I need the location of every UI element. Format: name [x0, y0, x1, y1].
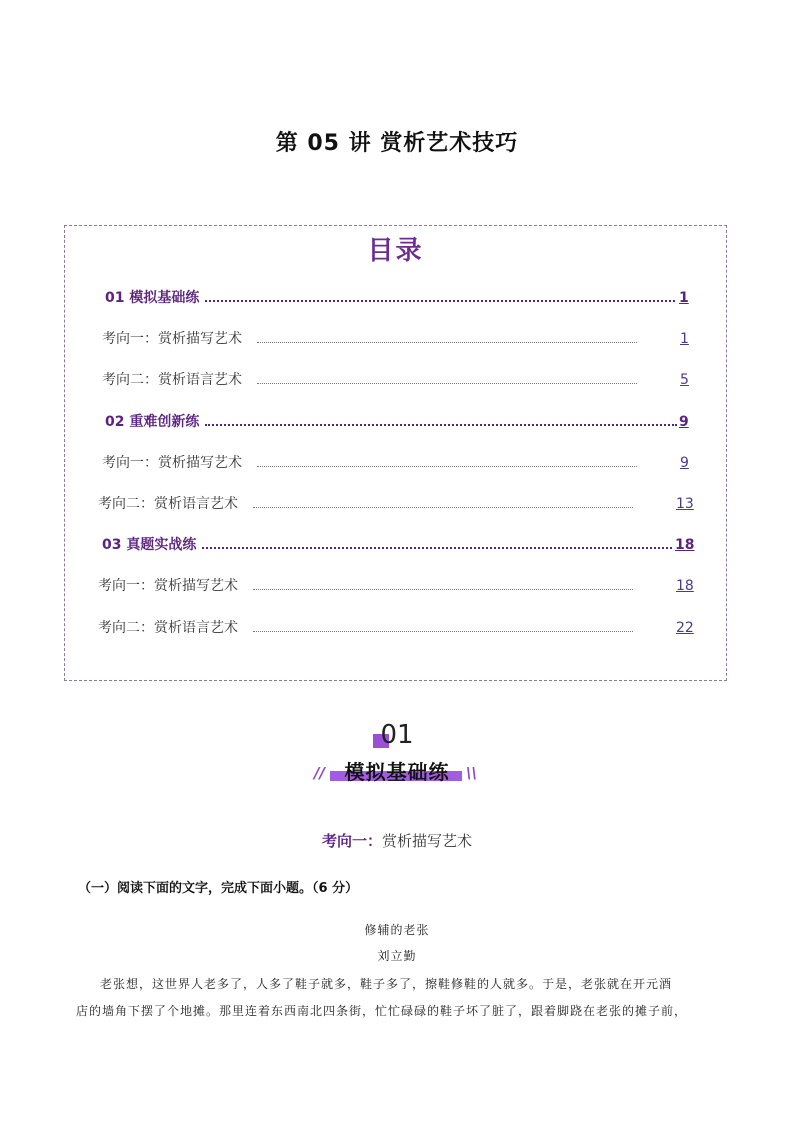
passage-line: 老张想，这世界人老多了，人多了鞋子就多，鞋子多了，擦鞋修鞋的人就多。于是，老张就在开元酒: [100, 977, 673, 991]
toc-leader-dots: [253, 631, 633, 632]
table-of-contents: [64, 225, 727, 681]
toc-page-link[interactable]: 5: [680, 372, 689, 388]
section-right-decoration: \\: [466, 764, 477, 782]
toc-entry-sub[interactable]: [98, 617, 693, 639]
toc-entry-label: 考向一：赏析描写艺术: [102, 328, 242, 350]
toc-entry-label: 考向二：赏析语言艺术: [98, 493, 238, 515]
toc-entry-sub[interactable]: [98, 493, 693, 515]
toc-entry-section[interactable]: [102, 534, 695, 556]
section-title: 模拟基础练: [344, 760, 450, 784]
toc-leader-dots: [202, 547, 672, 549]
subsection-heading: [0, 830, 794, 851]
toc-page-link[interactable]: 9: [680, 455, 689, 471]
toc-page-link[interactable]: 9: [679, 414, 689, 430]
section-left-decoration: //: [314, 764, 325, 782]
subsection-prefix: 考向一：: [321, 832, 382, 850]
toc-leader-dots: [205, 300, 675, 302]
section-number: 01: [380, 720, 414, 750]
toc-page-link[interactable]: 1: [680, 331, 689, 347]
question-prompt: （一）阅读下面的文字，完成下面小题。（6 分）: [78, 881, 359, 896]
toc-entry-sub[interactable]: [102, 452, 692, 474]
passage-line: 店的墙角下摆了个地摊。那里连着东西南北四条街，忙忙碌碌的鞋子坏了脏了，跟着脚跷在老张的摊子前，: [76, 1004, 688, 1018]
subsection-title: 赏析描写艺术: [382, 832, 473, 850]
toc-entry-sub[interactable]: [98, 575, 693, 597]
toc-entry-label: 01 模拟基础练: [105, 287, 199, 309]
toc-page-link[interactable]: 1: [679, 290, 689, 306]
toc-entry-label: 02 重难创新练: [105, 411, 199, 433]
toc-leader-dots: [257, 466, 637, 467]
toc-entry-label: 03 真题实战练: [102, 534, 196, 556]
toc-leader-dots: [205, 424, 677, 426]
toc-entry-sub[interactable]: [102, 369, 692, 391]
toc-entry-sub[interactable]: [102, 328, 692, 350]
toc-leader-dots: [257, 342, 637, 343]
toc-leader-dots: [257, 383, 637, 384]
toc-heading: 目录: [367, 236, 424, 266]
passage-title: 修辅的老张: [364, 923, 430, 937]
toc-entry-section[interactable]: [105, 287, 690, 309]
toc-page-link[interactable]: 13: [676, 496, 694, 512]
toc-page-link[interactable]: 18: [676, 578, 694, 594]
passage-author: 刘立勤: [377, 949, 417, 963]
toc-leader-dots: [253, 589, 633, 590]
toc-entry-label: 考向一：赏析描写艺术: [102, 452, 242, 474]
toc-entry-label: 考向二：赏析语言艺术: [102, 369, 242, 391]
toc-entry-label: 考向二：赏析语言艺术: [98, 617, 238, 639]
toc-entry-section[interactable]: [105, 411, 690, 433]
page-title: 第 05 讲 赏析艺术技巧: [275, 131, 519, 156]
toc-page-link[interactable]: 22: [676, 620, 694, 636]
toc-page-link[interactable]: 18: [675, 537, 695, 553]
toc-leader-dots: [253, 507, 633, 508]
toc-entry-label: 考向一：赏析描写艺术: [98, 575, 238, 597]
